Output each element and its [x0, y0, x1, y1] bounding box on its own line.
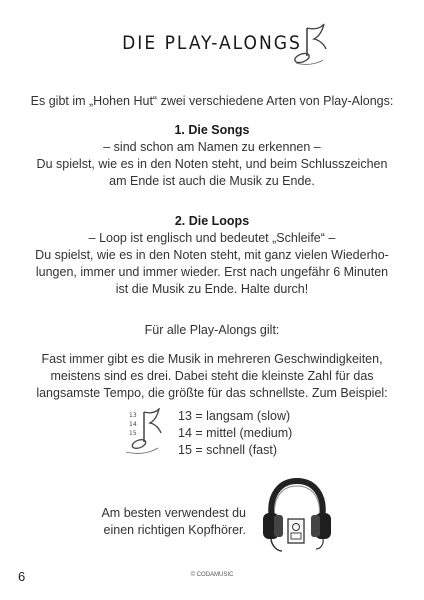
tempo-text-line-2: meistens sind es drei. Dabei steht die kleinste Zahl für das [50, 369, 374, 383]
tempo-example-fast: 15 = schnell (fast) [178, 443, 278, 457]
loops-line-2: Du spielst, wie es in den Noten steht, mit ganz vielen Wiederho- [35, 248, 389, 262]
copyright-notice: © CODAMUSIC [190, 572, 234, 578]
loops-line-1: – Loop ist englisch und bedeutet „Schleife“ – [88, 231, 336, 245]
headphone-tip [66, 505, 246, 539]
headphone-tip-line-2: einen richtigen Kopfhörer. [103, 523, 246, 537]
page-title: DIE PLAY-ALONGS [122, 32, 302, 54]
songs-line-1: – sind schon am Namen zu erkennen – [103, 140, 321, 154]
intro-text: Es gibt im „Hohen Hut“ zwei verschiedene Arten von Play-Alongs: [30, 94, 394, 108]
page-number: 6 [18, 569, 26, 584]
tempo-text-line-1: Fast immer gibt es die Musik in mehreren Geschwindigkeiten, [41, 352, 383, 366]
songs-line-2: Du spielst, wie es in den Noten steht, und beim Schlusszeichen [36, 157, 388, 171]
tempo-example-slow: 13 = langsam (slow) [178, 409, 291, 423]
tempo-text-line-3: langsamste Tempo, die größte für das schnellste. Zum Beispiel: [36, 386, 388, 400]
tempo-icon-number: 14 [129, 421, 137, 428]
headphone-tip-line-1: Am besten verwendest du [101, 506, 246, 520]
music-note-icon [293, 22, 335, 70]
tempo-example-medium: 14 = mittel (medium) [178, 426, 293, 440]
tempo-icon-number: 15 [129, 430, 137, 437]
tempo-icon-number: 13 [129, 412, 137, 419]
loops-line-3: lungen, immer und immer wieder. Erst nach ungefähr 6 Minuten [35, 265, 389, 279]
all-playalongs-label: Für alle Play-Alongs gilt: [144, 323, 280, 337]
loops-line-4: ist die Musik zu Ende. Halte durch! [115, 282, 309, 296]
tempo-note-icon [120, 408, 166, 458]
headphones-icon [258, 475, 336, 555]
songs-line-3: am Ende ist auch die Musik zu Ende. [109, 174, 315, 188]
tempo-examples [178, 408, 292, 459]
songs-heading: 1. Die Songs [174, 123, 250, 137]
loops-heading: 2. Die Loops [174, 214, 250, 228]
